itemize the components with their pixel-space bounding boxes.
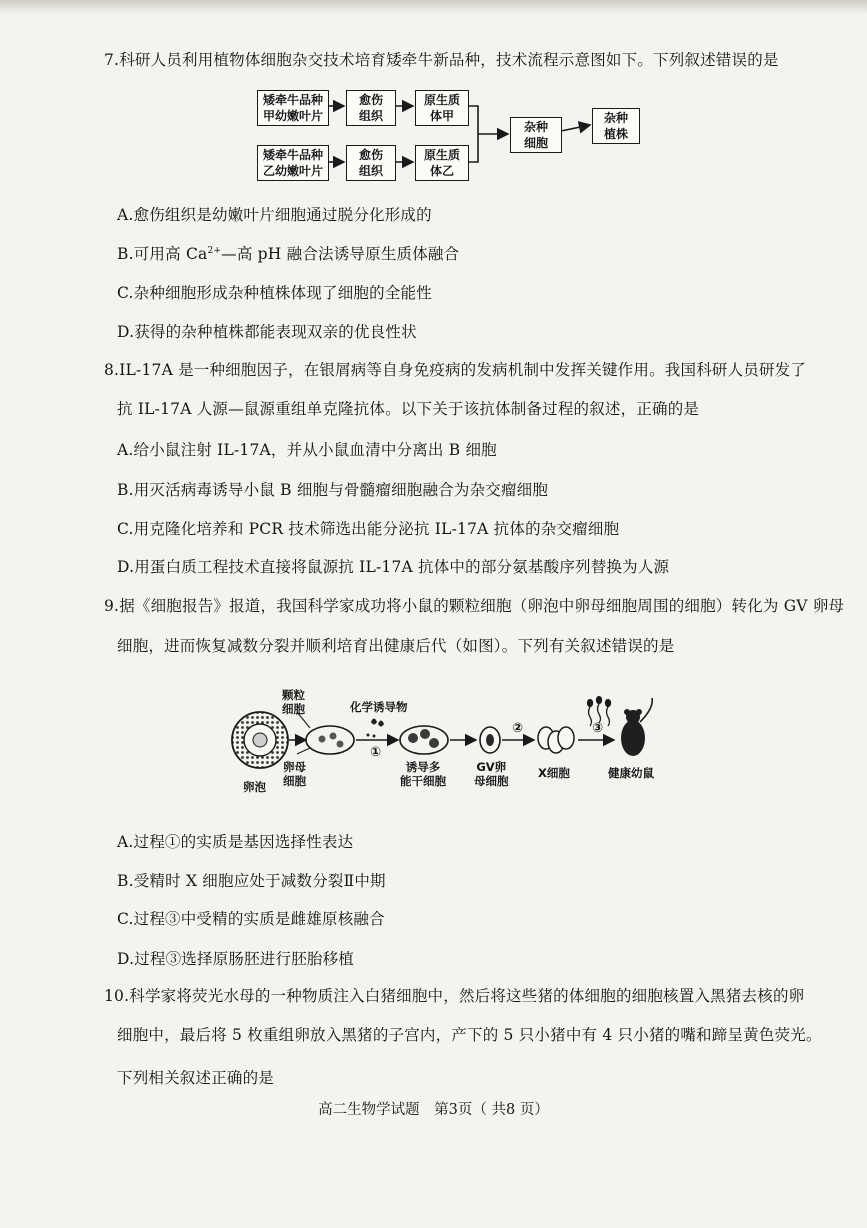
label-mouse: 健康幼鼠: [608, 766, 654, 780]
q9-option-b: B.受精时 X 细胞应处于减数分裂Ⅱ中期: [117, 872, 386, 890]
culture-dish-drawing: [306, 726, 354, 754]
label-step3: ③: [592, 721, 604, 736]
callus-a-line1: 愈伤: [358, 93, 383, 107]
q7-option-b-sup: 2+: [207, 245, 222, 256]
label-inducer: 化学诱导物: [350, 700, 408, 714]
callus-a-line2: 组织: [358, 109, 383, 123]
label-step2: ②: [512, 721, 524, 736]
plant-a-line1: 矮牵牛品种: [262, 93, 323, 107]
q7-option-d: D.获得的杂种植株都能表现双亲的优良性状: [117, 323, 417, 341]
q8-option-b: B.用灭活病毒诱导小鼠 B 细胞与骨髓瘤细胞融合为杂交瘤细胞: [117, 481, 549, 499]
label-oocyte-line1: 卵母: [283, 760, 306, 774]
q8-option-d: D.用蛋白质工程技术直接将鼠源抗 IL-17A 抗体中的部分氨基酸序列替换为人源: [117, 558, 670, 576]
chemical-drops-drawing: [367, 719, 385, 738]
label-granulosa-line1: 颗粒: [282, 688, 305, 702]
q7-option-b-suffix: —高 pH 融合法诱导原生质体融合: [221, 245, 460, 263]
proto-b-line2: 体乙: [429, 164, 454, 178]
label-ips: [400, 760, 446, 788]
page-footer: 高二生物学试题 第3页（ 共8 页）: [318, 1102, 549, 1118]
callus-b-line1: 愈伤: [358, 148, 383, 162]
q8-stem-line2: 抗 IL-17A 人源—鼠源重组单克隆抗体。以下关于该抗体制备过程的叙述，正确的是: [117, 400, 700, 418]
label-granulosa: [282, 688, 305, 716]
callus-b-line2: 组织: [358, 164, 383, 178]
proto-a-line2: 体甲: [429, 109, 454, 123]
q8-option-c: C.用克隆化培养和 PCR 技术筛选出能分泌抗 IL-17A 抗体的杂交瘤细胞: [117, 520, 620, 538]
label-granulosa-line2: 细胞: [282, 702, 305, 716]
label-follicle: 卵泡: [243, 780, 266, 794]
gv-oocyte-drawing: [480, 727, 500, 753]
q9-stem-line1: 9.据《细胞报告》报道，我国科学家成功将小鼠的颗粒细胞（卵泡中卵母细胞周围的细胞）转化为 GV 卵母: [104, 597, 845, 615]
mouse-drawing: [621, 698, 652, 756]
label-x-cell: X细胞: [538, 766, 570, 780]
q10-stem-line1: 10.科学家将荧光水母的一种物质注入白猪细胞中，然后将这些猪的体细胞的细胞核置入黑猪去核的卵: [104, 987, 805, 1005]
follicle-drawing: [232, 712, 288, 768]
label-step1: ①: [370, 745, 382, 760]
q8-option-a: A.给小鼠注射 IL-17A，并从小鼠血清中分离出 B 细胞: [117, 441, 497, 459]
plant-b-line2: 乙幼嫩叶片: [262, 164, 323, 178]
q7-option-a: A.愈伤组织是幼嫩叶片细胞通过脱分化形成的: [117, 206, 432, 224]
q10-stem-line2: 细胞中，最后将 5 枚重组卵放入黑猪的子宫内，产下的 5 只小猪中有 4 只小猪的嘴和蹄呈黄色荧光。: [117, 1026, 822, 1044]
hybrid-cell-line2: 细胞: [523, 136, 548, 150]
q9-option-a: A.过程①的实质是基因选择性表达: [117, 833, 354, 851]
plant-b-line1: 矮牵牛品种: [262, 148, 323, 162]
label-oocyte-line2: 细胞: [283, 774, 306, 788]
q7-stem: 7.科研人员利用植物体细胞杂交技术培育矮牵牛新品种，技术流程示意图如下。下列叙述错误的是: [104, 51, 779, 69]
proto-b-line1: 原生质: [423, 148, 460, 162]
hybrid-cell-line1: 杂种: [523, 120, 548, 134]
ips-dish-drawing: [400, 726, 448, 754]
label-gv-line2: 母细胞: [474, 774, 509, 788]
q10-stem-line3: 下列相关叙述正确的是: [117, 1069, 275, 1087]
hybrid-plant-line2: 植株: [603, 127, 628, 141]
hybrid-plant-line1: 杂种: [603, 111, 628, 125]
q9-option-c: C.过程③中受精的实质是雌雄原核融合: [117, 910, 385, 928]
plant-a-line2: 甲幼嫩叶片: [262, 109, 323, 123]
label-gv-line1: GV卵: [476, 760, 507, 774]
label-gv: [474, 760, 509, 788]
q9-stem-line2: 细胞，进而恢复减数分裂并顺利培育出健康后代（如图）。下列有关叙述错误的是: [117, 637, 675, 655]
label-ips-line2: 能干细胞: [400, 774, 446, 788]
proto-a-line1: 原生质: [423, 93, 460, 107]
q8-stem-line1: 8.IL-17A 是一种细胞因子，在银屑病等自身免疫病的发病机制中发挥关键作用。我国科研人员研发了: [104, 361, 807, 379]
label-ips-line1: 诱导多: [405, 760, 441, 774]
q7-option-c: C.杂种细胞形成杂种植株体现了细胞的全能性: [117, 284, 432, 302]
x-cell-drawing: [538, 727, 574, 753]
label-oocyte: [283, 760, 306, 788]
q7-option-b-prefix: B.可用高 Ca: [117, 245, 208, 263]
q9-option-d: D.过程③选择原肠胚进行胚胎移植: [117, 950, 355, 968]
